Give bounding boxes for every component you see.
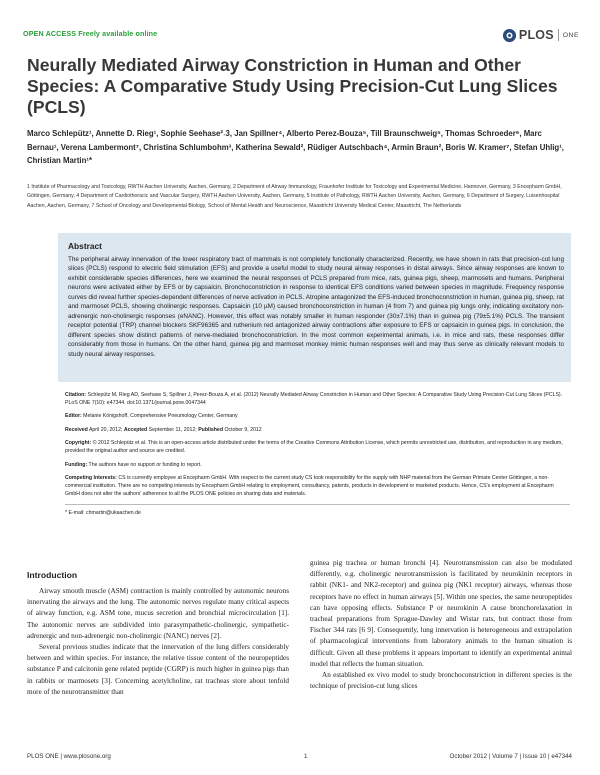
accepted-date: September 11, 2012; xyxy=(148,426,197,433)
copyright-text: © 2012 Schlepütz et al. This is an open-access article distributed under the terms of the Creative Commons Attribution License, which permits unrestricted use, distribution, and reproduction in any medium, provided the original author and source are credited. xyxy=(65,440,563,455)
competing-interests-label: Competing Interests: xyxy=(65,475,117,482)
corresponding-email[interactable]: * E-mail: chmartin@ukaachen.de xyxy=(65,510,141,517)
author-list: Marco Schlepütz¹, Annette D. Rieg¹, Sophie Seehase²˒3, Jan Spillner⁴, Alberto Perez-Bouza⁵, Till Braunschweig⁵, Thomas Schroeder⁶, Marc Bernau¹, Verena Lambermont⁷, Christina Schlumbohm³, Katherina Sewald², Rüdiger Autschbach⁴, Armin Braun², Boris W. Kramer⁷, Stefan Uhlig¹, Christian Martin¹* xyxy=(27,129,564,165)
competing-interests-line xyxy=(65,475,570,498)
funding-label: Funding: xyxy=(65,461,88,468)
accepted-label: Accepted xyxy=(123,426,148,433)
open-access-banner[interactable] xyxy=(23,29,157,38)
citation-text: Schlepütz M, Rieg AD, Seehase S, Spillner J, Perez-Bouza A, et al. (2012) Neurally Mediated Airway Constriction in Human and Other Species: A Comparative Study Using Precision-Cut Lung Slices (PCLS). PLoS ONE 7(10): e47344. doi:10.1371/journal.pone.0047344 xyxy=(65,392,563,406)
dates-line xyxy=(65,427,570,435)
plos-logo-suffix: ONE xyxy=(562,31,579,39)
body-column-right xyxy=(310,558,572,692)
logo-divider xyxy=(558,29,559,41)
editor-label: Editor: xyxy=(65,413,82,420)
abstract-box xyxy=(58,233,571,382)
funding-text: The authors have no support or funding to report. xyxy=(88,461,202,468)
journal-header xyxy=(23,25,579,45)
body-column-left xyxy=(27,586,289,698)
citation-line xyxy=(65,392,570,408)
affiliations: 1 Institute of Pharmacology and Toxicology, RWTH Aachen University, Aachen, Germany, 2 Department of Airway Immunology, Fraunhofer Institute for Toxicology and Experimental Medicine, Hannover, Germany, 3 Encepharm GmbH, Göttingen, Germany, 4 Department of Cardiothoracic and Vascular Surgery, RWTH Aachen University, Aachen, Germany, 5 Institute of Pathology, RWTH Aachen University, Aachen, Germany, 6 Department of Surgery, Luisenhospital Aachen, Aachen, Germany, 7 School of Oncology and Developmental Biology, School of Mental Health and Neuroscience, Maastricht University Medical Center, Maastricht, The Netherlands xyxy=(27,184,562,209)
open-access-label: OPEN ACCESS Freely available online xyxy=(23,29,158,38)
plos-logo-text: PLOS xyxy=(518,28,554,42)
citation-label: Citation: xyxy=(65,392,87,398)
email-line[interactable] xyxy=(65,510,570,518)
copyright-label: Copyright: xyxy=(65,440,92,447)
page-number: 1 xyxy=(304,753,308,760)
intro-paragraph: Airway smooth muscle (ASM) contraction is mainly controlled by autonomic neurons innervating the airways and the lung. The autonomic nerves regulate many critical aspects of airway function, e.g. ASM tone, mucus secretion and bronchial microcirculation [1]. The autonomic nerves are subdivided into parasympathetic-cholinergic, sympathetic-adrenergic and non-adrenergic non-cholinergic (NANC) nerves [2]. xyxy=(27,587,289,640)
published-date: October 9, 2012 xyxy=(224,426,262,433)
received-label: Received xyxy=(65,426,88,433)
plos-one-logo[interactable] xyxy=(502,25,579,45)
competing-interests-text: CS is currently employee at Encepharm GmbH. With respect to the current study CS took responsibility for the supply with NHP material from the German Primate Center Göttingen, a non-commercial institution. There are no competing interests by Encepharm GmbH relating to employment, consultancy, patents, products in development or marketed products. Hence, CS's employment at Encepharm GmbH does not alter the authors' adherence to all the PLOS ONE policies on sharing data and materials. xyxy=(65,475,554,497)
copyright-line xyxy=(65,440,570,456)
introduction-heading: Introduction xyxy=(27,570,78,580)
footer-journal-url[interactable]: PLOS ONE | www.plosone.org xyxy=(27,753,111,760)
abstract-text: The peripheral airway innervation of the lower respiratory tract of mammals is not completely functionally characterized. Recently, we have shown in rats that precision-cut lung slices (PCLS) respond to electric field stimulation (EFS) and provide a useful model to study neural airway responses in distal airways. Since airway responses are known to exhibit considerable species differences, here we examined the neural responses of PCLS prepared from mice, rats, guinea pigs, sheep, marmosets and humans. Peripheral neurons were activated either by EFS or by capsaicin. Bronchoconstriction in response to identical EFS conditions varied between species in magnitude. Frequency response curves did reveal further species-dependent differences of nerve activation in PCLS. Atropine antagonized the EFS-induced bronchoconstriction in human, guinea pig, sheep, rat and marmoset PCLS, showing cholinergic responses. Capsaicin (10 µM) caused bronchoconstriction in human (4 from 7) and guinea pig lungs only, indicating excitatory non-adrenergic non-cholinergic responses (eNANC). However, this effect was notably smaller in human responder (30±7.1%) than in guinea pig (79±5.1%) PCLS. The transient receptor potential (TRP) channel blockers SKF96365 and ruthenium red antagonized airway contractions after exposure to EFS or capsaicin in guinea pigs. In conclusion, the different species show distinct patterns of nerve-mediated bronchoconstriction. In the most common experimental animals, i.e. in mice and rats, these responses differ considerably from those in humans. On the other hand, guinea pig and marmoset monkey mimic human responses well and may thus serve as clinically relevant models to study neural airway responses. xyxy=(68,256,564,358)
footer-issue-info: October 2012 | Volume 7 | Issue 10 | e47344 xyxy=(449,753,572,760)
editor-line xyxy=(65,413,570,421)
intro-paragraph: An established ex vivo model to study bronchoconstriction in different species is the technique of precision-cut lung slices xyxy=(310,671,572,691)
editor-text: Melanie Königshoff, Comprehensive Pneumology Center, Germany xyxy=(83,413,238,420)
intro-paragraph: Several previous studies indicate that the innervation of the lung differs considerably between and within species. For instance, the relative tissue content of the neuropeptides substance P and calcitonin gene related peptide (CGRP) is much higher in guinea pigs than in rabbits or marmosets [3]. Concerning acetylcholine, rat tracheas store about tenfold more of the neurotransmitter than xyxy=(27,643,289,696)
funding-line xyxy=(65,462,570,470)
intro-paragraph: guinea pig trachea or human bronchi [4]. Neurotransmission can also be modulated differently, e.g. cholinergic neurotransmission is facilitated by neurokinin receptors in rabbit (NK1- and NK2-receptor) and guinea pig (NK1 receptor) airways, whereas those receptors have no effect in human airways [5]. Within one species, the same neuropeptides can have opposing effects. Substance P or neurokinin A cause bronchorelaxation in tracheal preparations from Sprague-Dawley and Wistar rats, but contract those from Fischer 344 rats [6 9]. Consequently, lung innervation is heterogeneous and extrapolation of pharmacological interventions from laboratory animals to the human situation is difficult. Given all these problems it appears important to identify an experimental animal model that reflects the human situation. xyxy=(310,559,572,668)
abstract-heading: Abstract xyxy=(68,241,102,251)
received-date: April 20, 2012; xyxy=(88,426,123,433)
article-metadata xyxy=(65,392,570,524)
article-title: Neurally Mediated Airway Constriction in Human and Other Species: A Comparative Study Using Precision-Cut Lung Slices (PCLS) xyxy=(27,55,558,117)
plos-logo-icon xyxy=(502,28,517,43)
page-footer xyxy=(27,753,572,765)
published-label: Published xyxy=(198,426,223,433)
metadata-divider xyxy=(65,504,570,505)
